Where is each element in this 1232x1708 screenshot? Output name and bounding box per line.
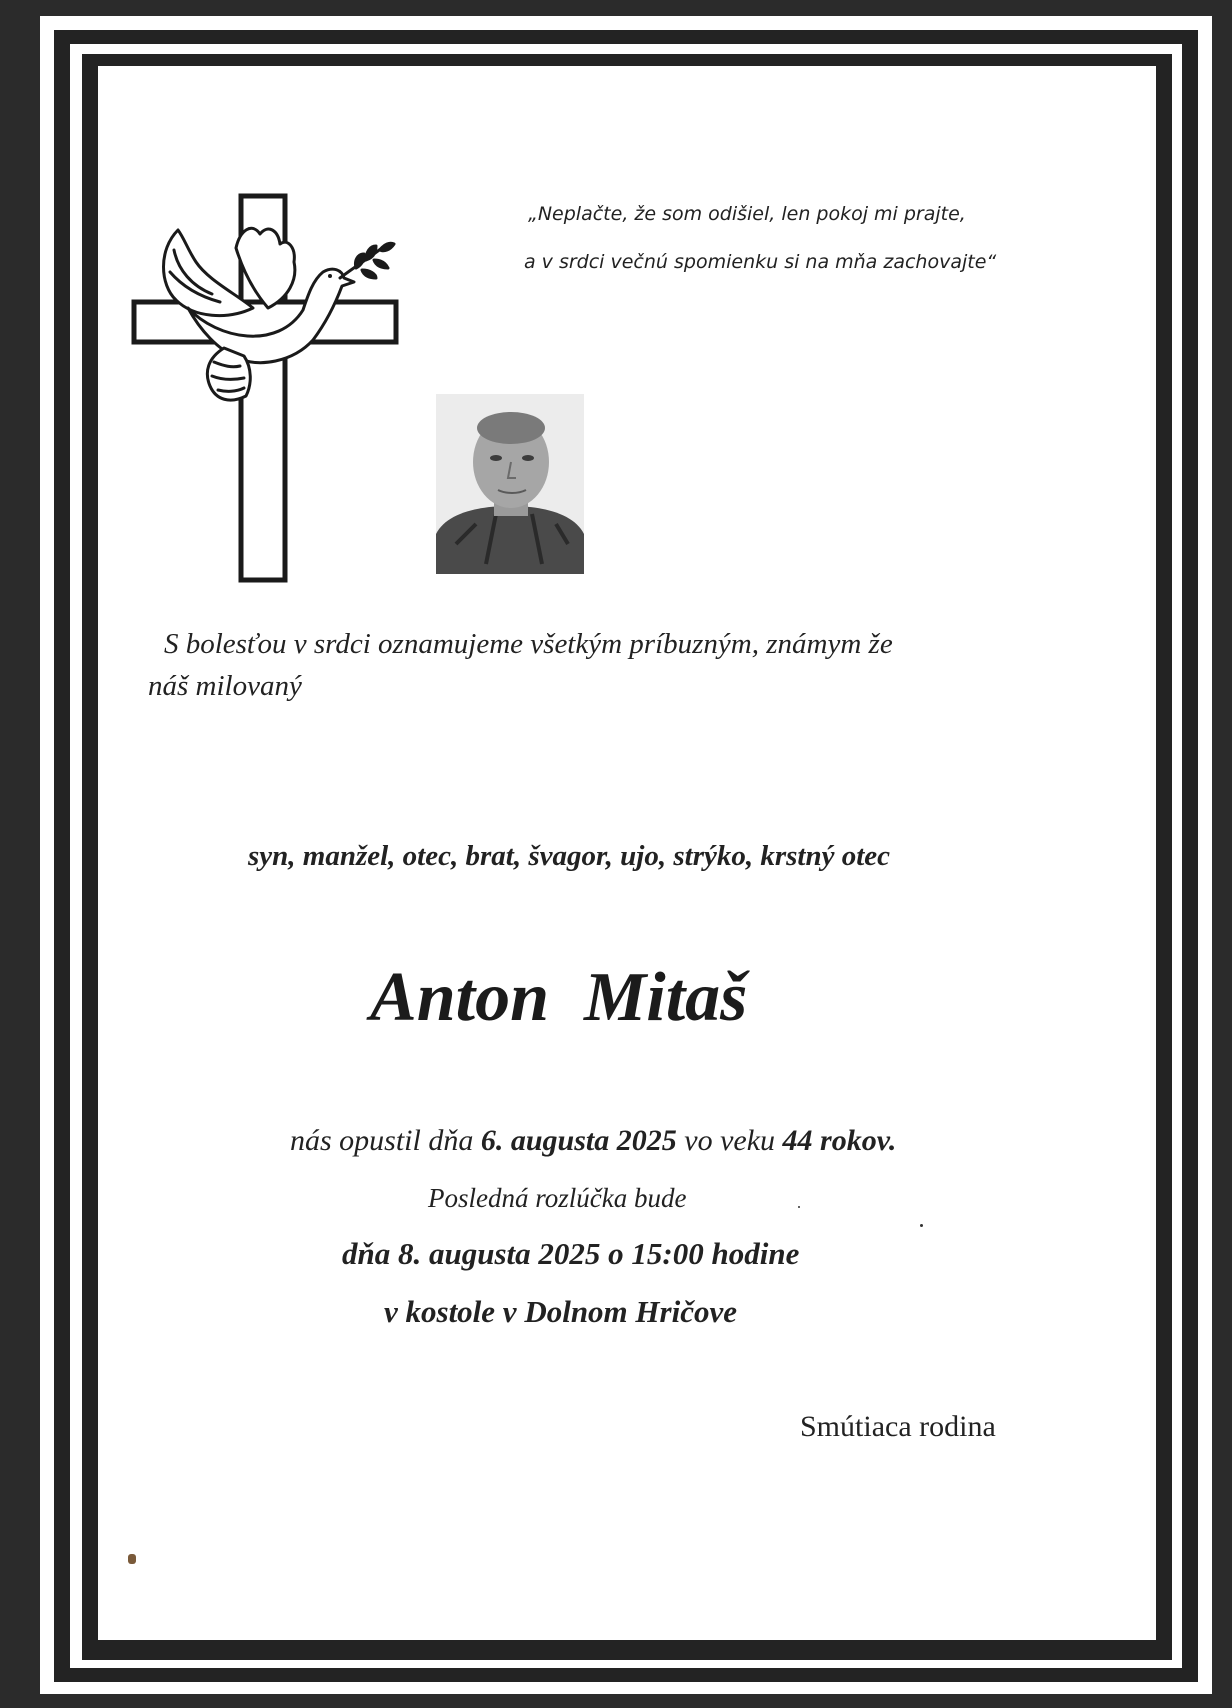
death-age: 44 rokov. [782,1124,897,1157]
deceased-name [370,958,747,1038]
family-roles: syn, manžel, otec, brat, švagor, ujo, strýko, krstný otec [248,840,891,872]
cross-with-dove-icon [128,190,408,590]
death-middle: vo veku [684,1124,776,1157]
announcement-line-1: S bolesťou v srdci oznamujeme všetkým príbuzným, známym že [164,628,893,660]
farewell-intro: Posledná rozlúčka bude [428,1183,687,1213]
signature: Smútiaca rodina [800,1410,996,1443]
death-date: 6. augusta 2025 [480,1124,677,1157]
death-notice [290,1124,896,1158]
farewell-datetime: dňa 8. augusta 2025 o 15:00 hodine [342,1236,800,1271]
scan-speck [128,1554,136,1564]
quote-line-2: a v srdci večnú spomienku si na mňa zachovajte“ [524,251,997,273]
announcement-line-2: náš milovaný [148,670,302,702]
scan-speck [920,1224,923,1227]
farewell-place: v kostole v Dolnom Hričove [384,1294,737,1329]
portrait-image [436,394,584,574]
scan-speck [798,1206,800,1208]
portrait-photo [436,394,584,574]
first-name: Anton [370,959,549,1036]
death-prefix: nás opustil dňa [290,1124,474,1157]
quote-line-1: „Neplačte, že som odišiel, len pokoj mi prajte, [528,203,966,225]
last-name: Mitaš [584,959,748,1036]
